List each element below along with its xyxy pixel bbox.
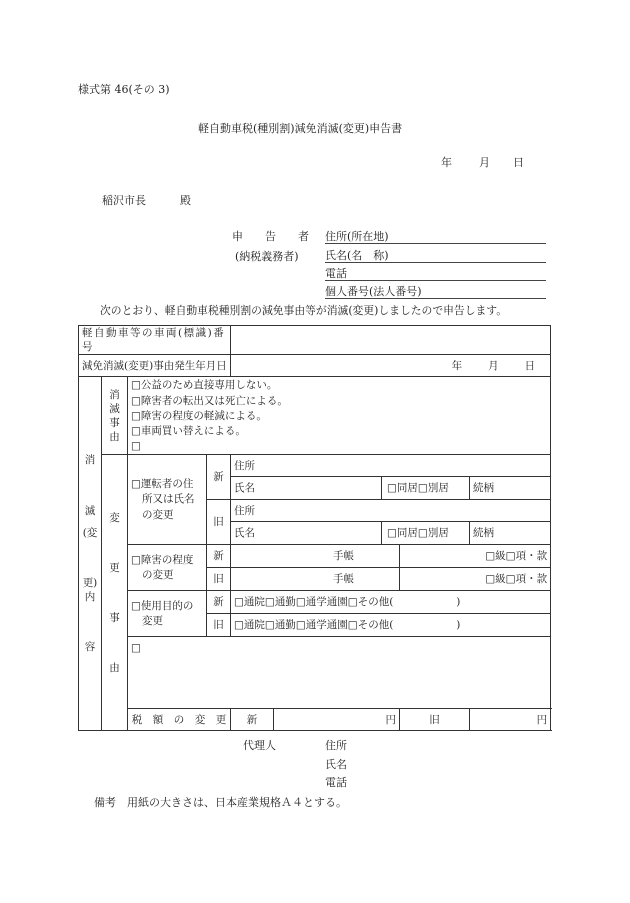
driver-old-cohabit[interactable]: □同居□別居 [382,522,470,545]
declarant-phone-label: 電話 [325,267,347,280]
tax-new-amount[interactable]: 円 [274,709,400,731]
driver-change-text: の変更 [142,508,174,521]
reason-option[interactable]: □ [131,440,141,453]
reason-label-char: 消 [109,388,120,401]
driver-change-text: 所又は氏名 [142,493,195,506]
purpose-change-text: □使用目的の [131,599,194,612]
purpose-new-options[interactable]: □通院□通勤□通学通園□その他( ) [231,591,551,614]
reason-option[interactable]: □公益のため直接専用しない。 [131,379,278,392]
reason-option[interactable]: □障害者の転出又は死亡による。 [131,394,288,407]
disability-change-option[interactable] [128,545,207,591]
driver-old-address[interactable] [231,500,551,522]
form-number: 様式第 46(その 3) [78,83,170,96]
declarant-name-field[interactable] [325,250,546,263]
disability-old-label: 旧 [207,568,231,591]
other-checkbox[interactable]: □ [131,642,141,655]
notebook-label: 手帳 [333,550,355,563]
declarant-name-label: 氏名(名 称) [325,249,389,262]
reason-option[interactable]: □障害の程度の軽減による。 [131,409,267,422]
date-year: 年 [441,156,452,169]
reason-label [102,377,128,455]
tax-old-label: 旧 [400,709,470,731]
outer-label-char: 容 [84,641,96,654]
purpose-change-option[interactable] [128,591,207,637]
disability-new-grade[interactable]: □級□項・款 [400,545,551,568]
change-label-char: 更 [109,561,120,574]
driver-new-address[interactable] [231,455,551,477]
event-month: 月 [488,359,499,372]
disability-new-notebook[interactable] [231,545,400,568]
purpose-new-label: 新 [207,591,231,614]
declaration-table [78,325,551,731]
reason-label-char: 滅 [109,402,120,415]
change-label [102,455,128,731]
reason-label-char: 事 [109,416,120,429]
outer-label [79,377,102,731]
change-label-char: 由 [109,662,120,675]
reason-option[interactable]: □車両買い替えによる。 [131,425,246,437]
driver-new-relationship[interactable]: 続柄 [470,477,551,500]
address-label: 住所 [234,504,256,517]
reason-options [128,377,551,455]
outer-label-char: 内 [84,591,96,604]
vehicle-number-label: 軽自動車等の車両(標識)番号 [79,326,231,355]
declarant-address-label: 住所(所在地) [325,230,389,243]
event-day: 日 [524,359,536,372]
tax-change-label: 税 額 の 変 更 [128,709,231,731]
notebook-label: 手帳 [333,573,355,586]
purpose-old-label: 旧 [207,614,231,637]
outer-label-char: 滅 [84,504,96,517]
page-title: 軽自動車税(種別割)減免消滅(変更)申告書 [198,122,403,135]
disability-new-label: 新 [207,545,231,568]
name-label: 氏名 [234,482,256,495]
driver-old-relationship[interactable]: 続柄 [470,522,551,545]
declarant-id-field[interactable] [325,286,546,299]
agent-name[interactable]: 氏名 [325,758,347,771]
event-year: 年 [451,359,463,372]
driver-new-name[interactable] [231,477,382,500]
change-label-char: 変 [109,511,120,524]
intro-text: 次のとおり、軽自動車税種別割の減免事由等が消滅(変更)しましたので申告します。 [100,304,508,317]
outer-label-char: 消 [84,454,96,467]
purpose-change-text: 変更 [142,614,163,627]
driver-new-cohabit[interactable]: □同居□別居 [382,477,470,500]
driver-new-label: 新 [207,455,231,500]
address-label: 住所 [234,459,256,472]
declarant-address-field[interactable] [325,231,546,244]
declarant-sublabel: (納税義務者) [235,250,299,263]
reason-label-char: 由 [109,431,120,444]
change-label-char: 事 [109,611,120,624]
disability-old-notebook[interactable] [231,568,400,591]
disability-change-text: の変更 [142,568,174,581]
outer-label-char: (変 [82,526,98,539]
date-day: 日 [513,156,524,169]
remarks-note: 備考 用紙の大きさは、日本産業規格Ａ４とする。 [94,796,347,809]
declarant-id-label: 個人番号(法人番号) [325,285,422,298]
name-label: 氏名 [234,527,256,540]
disability-change-text: □障害の程度 [131,553,194,566]
tax-old-amount[interactable]: 円 [470,709,551,731]
driver-change-option[interactable] [128,455,207,545]
outer-label-char: 更) [82,576,98,589]
agent-phone[interactable]: 電話 [325,776,347,789]
driver-old-label: 旧 [207,500,231,545]
disability-old-grade[interactable]: □級□項・款 [400,568,551,591]
event-date-input[interactable] [231,355,551,377]
declarant-phone-field[interactable] [325,268,546,281]
addressee-name: 稲沢市長 [102,194,146,207]
driver-old-name[interactable] [231,522,382,545]
purpose-old-options[interactable]: □通院□通勤□通学通園□その他( ) [231,614,551,637]
addressee-honorific: 殿 [180,194,191,207]
event-date-label: 減免消滅(変更)事由発生年月日 [79,355,231,377]
declarant-label: 申 告 者 [232,230,309,243]
date-month: 月 [479,156,490,169]
driver-change-text: □運転者の住 [131,478,194,491]
agent-address[interactable]: 住所 [325,739,347,752]
tax-new-label: 新 [231,709,274,731]
other-change-option[interactable] [128,637,551,709]
agent-label: 代理人 [243,739,276,752]
vehicle-number-input[interactable] [231,326,551,355]
